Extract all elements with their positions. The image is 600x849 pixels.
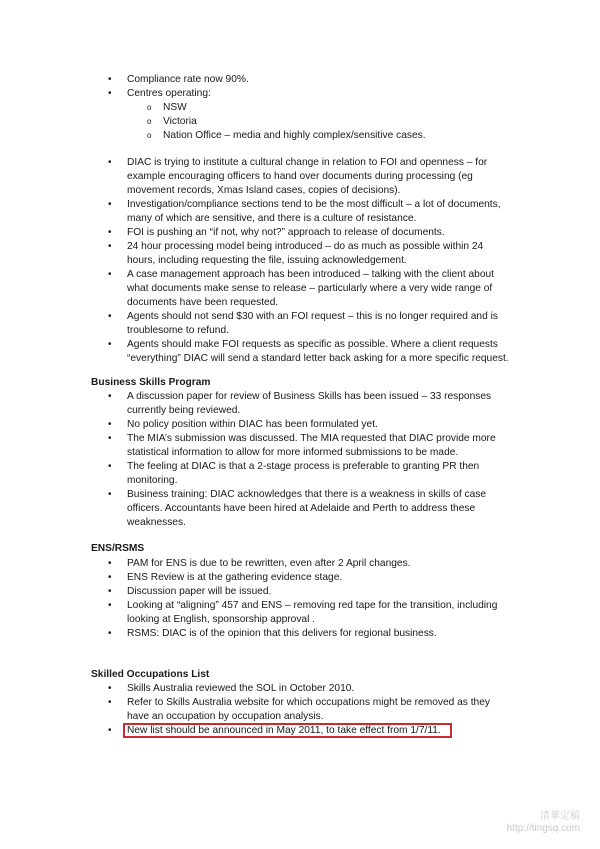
list-item-text: Refer to Skills Australia website for which occupations might be removed as they (127, 697, 490, 708)
list-item-text: statistical information to allow for more informed submissions to be made. (127, 447, 459, 458)
list-item-text: Agents should make FOI requests as specific as possible. Where a client requests (127, 339, 498, 350)
watermark-line-1: 清華定稿 (540, 811, 580, 822)
bullet-icon: • (108, 683, 112, 694)
list-item-text: documents have been requested. (127, 297, 279, 308)
list-item-text: example encouraging officers to hand over documents during processing (eg (127, 171, 473, 182)
bullet-icon: • (108, 339, 112, 350)
list-item-text: FOI is pushing an “if not, why not?” approach to release of documents. (127, 227, 445, 238)
list-item-text: Investigation/compliance sections tend to be the most difficult – a lot of documents, (127, 199, 501, 210)
list-item-text: 24 hour processing model being introduced – do as much as possible within 24 (127, 241, 484, 252)
list-item-text: troublesome to refund. (127, 325, 229, 336)
section-heading-ens-rsms: ENS/RSMS (91, 543, 145, 554)
bullet-icon: • (108, 199, 112, 210)
bullet-icon: • (108, 241, 112, 252)
bullet-icon: • (108, 586, 112, 597)
bullet-icon: • (108, 269, 112, 280)
bullet-icon: • (108, 391, 112, 402)
list-item-text: Looking at “aligning” 457 and ENS – removing red tape for the transition, including (127, 600, 498, 611)
list-item-text: Discussion paper will be issued. (127, 586, 272, 597)
list-item-text: officers. Accountants have been hired at Adelaide and Perth to address these (127, 503, 476, 514)
list-item-text: PAM for ENS is due to be rewritten, even after 2 April changes. (127, 558, 411, 569)
list-item-text: what documents make sense to release – particularly where a very wide range of (127, 283, 493, 294)
list-item-text: No policy position within DIAC has been formulated yet. (127, 419, 378, 430)
list-item-text: RSMS: DIAC is of the opinion that this delivers for regional business. (127, 628, 437, 639)
list-item-text: movement records, Xmas Island cases, copies of decisions). (127, 185, 401, 196)
sublist-item-text: Nation Office – media and highly complex/sensitive cases. (163, 130, 426, 141)
list-item-text: The MIA’s submission was discussed. The MIA requested that DIAC provide more (127, 433, 496, 444)
list-item-text: have an occupation by occupation analysis. (127, 711, 324, 722)
list-item-text: Compliance rate now 90%. (127, 74, 249, 85)
bullet-icon: • (108, 157, 112, 168)
list-item-text: hours, including requesting the file, issuing acknowledgement. (127, 255, 407, 266)
bullet-icon: • (108, 572, 112, 583)
watermark-line-2: http://tingsq.com (506, 823, 580, 834)
list-item-text: Business training: DIAC acknowledges that there is a weakness in skills of case (127, 489, 486, 500)
watermark (507, 811, 580, 835)
list-item-text: Centres operating: (127, 88, 211, 99)
bullet-icon: • (108, 628, 112, 639)
subbullet-icon: o (147, 131, 152, 140)
bullet-icon: • (108, 419, 112, 430)
bullet-icon: • (108, 311, 112, 322)
bullet-icon: • (108, 74, 112, 85)
bullet-icon: • (108, 697, 112, 708)
section-heading-business-skills: Business Skills Program (91, 377, 211, 388)
list-item-text: Skills Australia reviewed the SOL in October 2010. (127, 683, 355, 694)
list-item-text: The feeling at DIAC is that a 2-stage process is preferable to granting PR then (127, 461, 480, 472)
list-item-text: many of which are sensitive, and there is a culture of resistance. (127, 213, 417, 224)
list-item-text: Agents should not send $30 with an FOI request – this is no longer required and is (127, 311, 498, 322)
bullet-icon: • (108, 461, 112, 472)
bullet-icon: • (108, 725, 112, 736)
list-item-text: A case management approach has been introduced – talking with the client about (127, 269, 494, 280)
sublist-item-text: NSW (163, 102, 187, 113)
list-item-text: ENS Review is at the gathering evidence stage. (127, 572, 343, 583)
list-item-text: currently being reviewed. (127, 405, 241, 416)
list-item-text: weaknesses. (127, 517, 186, 528)
bullet-icon: • (108, 227, 112, 238)
list-item-text: “everything” DIAC will send a standard letter back asking for a more specific request. (127, 353, 509, 364)
subbullet-icon: o (147, 103, 152, 112)
subbullet-icon: o (147, 117, 152, 126)
highlighted-list-item-text: New list should be announced in May 2011, to take effect from 1/7/11. (127, 725, 441, 736)
bullet-icon: • (108, 88, 112, 99)
list-item-text: DIAC is trying to institute a cultural change in relation to FOI and openness – for (127, 157, 488, 168)
list-item-text: monitoring. (127, 475, 178, 486)
list-item-text: A discussion paper for review of Business Skills has been issued – 33 responses (127, 391, 492, 402)
list-item-text: looking at English, sponsorship approval . (127, 614, 316, 625)
bullet-icon: • (108, 433, 112, 444)
bullet-icon: • (108, 558, 112, 569)
bullet-icon: • (108, 600, 112, 611)
bullet-icon: • (108, 489, 112, 500)
sublist-item-text: Victoria (163, 116, 197, 127)
section-heading-skilled-occupations: Skilled Occupations List (91, 669, 210, 680)
